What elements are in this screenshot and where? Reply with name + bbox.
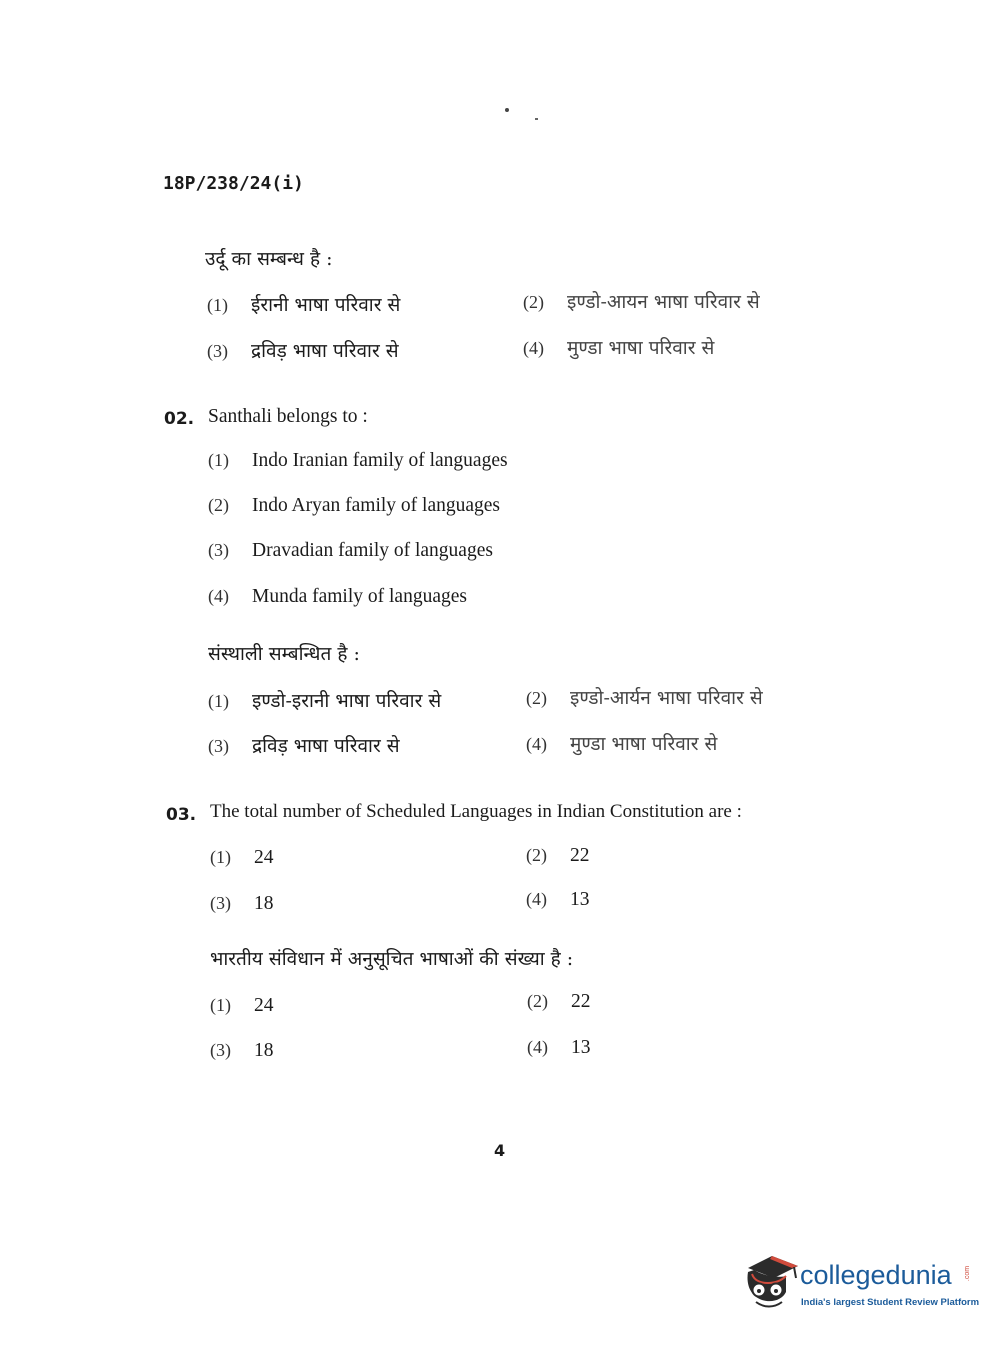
q02-hindi-option-3 [208,732,400,758]
option-number: (2) [526,688,547,708]
option-text: द्रविड़ भाषा परिवार से [252,735,400,757]
q02-hindi-option-4 [526,730,717,756]
q03-hindi-option-3 [210,1040,274,1062]
option-number: (2) [523,292,544,312]
option-number: (4) [526,734,547,754]
q02-option-3 [208,540,493,562]
option-text: 13 [570,889,590,910]
option-number: (1) [208,691,229,711]
option-text: Indo Aryan family of languages [252,495,501,516]
option-number: (3) [210,893,231,913]
q03-hindi-stem: भारतीय संविधान में अनुसूचित भाषाओं की संख्या है : [210,948,574,970]
scan-dot [505,108,509,112]
logo-tagline: India's largest Student Review Platform [801,1297,980,1308]
q01-hindi-option-1 [207,291,400,317]
option-number: (3) [210,1040,231,1060]
mascot-icon [742,1250,802,1310]
option-number: (4) [523,338,544,358]
option-text: 22 [571,991,591,1012]
logo-name: collegedunia [800,1260,952,1290]
collegedunia-logo [742,1250,802,1310]
q03-option-1 [210,847,274,869]
q03-stem: The total number of Scheduled Languages in Indian Constitution are : [210,801,742,822]
option-text: मुण्डा भाषा परिवार से [570,733,718,755]
q02-option-1 [208,450,508,472]
q01-hindi-option-2 [523,288,760,314]
option-number: (3) [208,540,229,560]
option-text: 18 [254,1040,274,1061]
q02-option-2 [208,495,500,517]
q02-number: 02. [164,409,195,429]
q03-option-3 [210,893,274,915]
scan-dot [535,118,538,120]
option-text: 24 [254,995,274,1016]
option-text: इण्डो-आर्यन भाषा परिवार से [570,687,763,709]
option-text: इण्डो-इरानी भाषा परिवार से [252,690,442,712]
option-number: (3) [208,736,229,756]
q01-hindi-stem: उर्दू का सम्बन्ध है : [205,248,333,270]
option-number: (4) [526,889,547,909]
option-text: मुण्डा भाषा परिवार से [567,337,715,359]
option-text: द्रविड़ भाषा परिवार से [251,340,399,362]
q02-stem: Santhali belongs to : [208,406,368,427]
option-number: (3) [207,341,228,361]
option-text: Indo Iranian family of languages [252,450,508,471]
q03-option-2 [526,845,590,867]
q03-hindi-option-2 [527,991,591,1013]
paper-code: 18P/238/24(i) [163,173,304,194]
option-number: (1) [208,450,229,470]
q03-hindi-option-4 [527,1037,591,1059]
q02-hindi-stem: संस्थाली सम्बन्धित है : [208,643,360,665]
option-number: (2) [527,991,548,1011]
option-text: 22 [570,845,590,866]
q02-option-4 [208,586,467,608]
q01-hindi-option-3 [207,337,399,363]
option-text: 24 [254,847,274,868]
q01-hindi-option-4 [523,334,714,360]
q03-number: 03. [166,805,197,825]
option-text: Dravadian family of languages [252,540,493,561]
option-text: इण्डो-आयन भाषा परिवार से [567,291,760,313]
q03-hindi-option-1 [210,995,274,1017]
option-number: (1) [210,995,231,1015]
page-number: 4 [494,1141,506,1160]
q02-hindi-option-1 [208,687,441,713]
option-text: 18 [254,893,274,914]
option-number: (1) [210,847,231,867]
q03-option-4 [526,889,590,911]
logo-suffix: .com [964,1265,972,1282]
option-number: (4) [208,586,229,606]
q02-hindi-option-2 [526,684,763,710]
option-number: (1) [207,295,228,315]
option-text: Munda family of languages [252,586,467,607]
option-number: (2) [208,495,229,515]
option-text: ईरानी भाषा परिवार से [251,294,401,316]
option-text: 13 [571,1037,591,1058]
option-number: (4) [527,1037,548,1057]
option-number: (2) [526,845,547,865]
